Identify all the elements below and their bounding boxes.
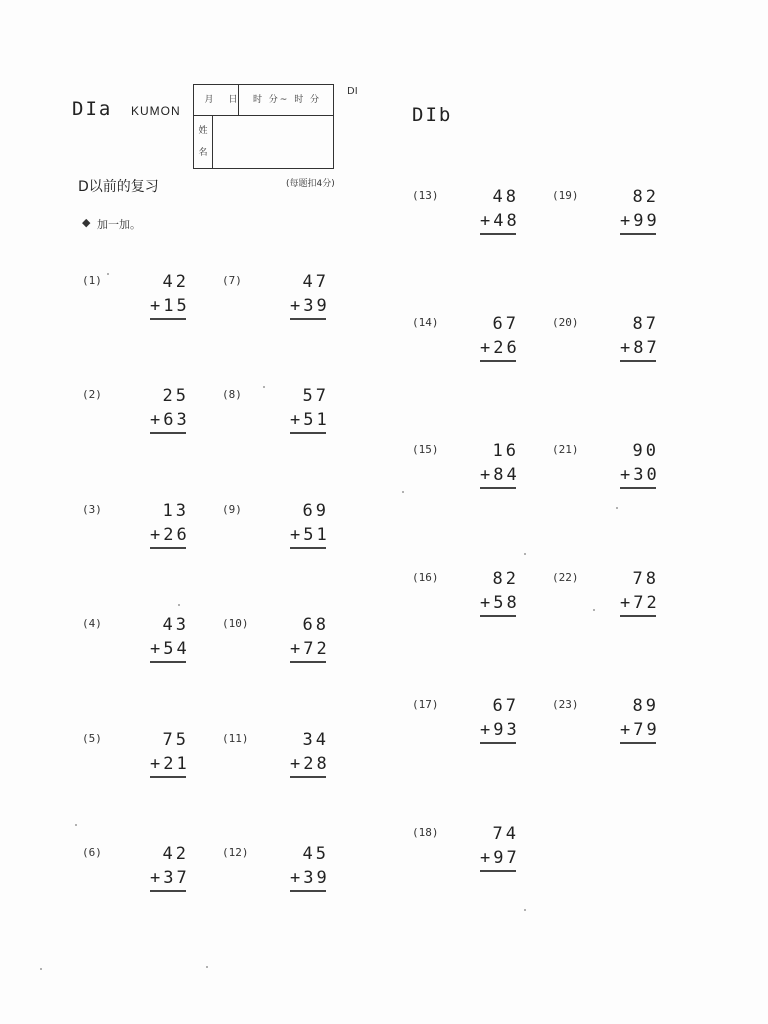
addition-problem	[480, 567, 520, 615]
addend-bottom: +54	[150, 639, 190, 659]
section-title: D以前的复习	[78, 179, 159, 195]
addend-bottom: +99	[620, 211, 660, 231]
problem-number: (5)	[82, 732, 102, 745]
problem-number: (8)	[222, 388, 242, 401]
brand-logo: KUMON	[131, 104, 181, 118]
addition-problem	[480, 822, 520, 870]
addend-top: 67	[492, 696, 519, 716]
addend-top: 69	[302, 501, 329, 521]
addition-problem	[150, 842, 190, 890]
addend-top: 75	[162, 730, 189, 750]
problem-number: (16)	[412, 571, 439, 584]
addend-bottom: +63	[150, 410, 190, 430]
addition-problem	[620, 439, 660, 487]
addition-problem	[480, 312, 520, 360]
problem-number: (13)	[412, 189, 439, 202]
answer-line	[480, 360, 516, 362]
time-range-label: 时 分~ 时 分	[252, 95, 322, 105]
level-tag: DI	[347, 86, 358, 97]
addition-problem	[150, 270, 190, 318]
addend-bottom: +28	[290, 754, 330, 774]
scan-speck	[524, 909, 526, 911]
addend-top: 16	[492, 441, 519, 461]
problem-number: (18)	[412, 826, 439, 839]
addend-bottom: +51	[290, 525, 330, 545]
name-label-1: 姓	[198, 126, 208, 136]
addend-bottom: +84	[480, 465, 520, 485]
answer-line	[480, 487, 516, 489]
addend-bottom: +72	[290, 639, 330, 659]
scan-speck	[107, 273, 109, 275]
answer-line	[620, 742, 656, 744]
scan-speck	[616, 507, 618, 509]
answer-line	[620, 360, 656, 362]
answer-line	[480, 870, 516, 872]
addend-top: 82	[632, 187, 659, 207]
addend-top: 45	[302, 844, 329, 864]
addend-top: 89	[632, 696, 659, 716]
scan-speck	[178, 604, 180, 606]
addend-top: 87	[632, 314, 659, 334]
problem-number: (3)	[82, 503, 102, 516]
addition-problem	[290, 384, 330, 432]
problem-number: (19)	[552, 189, 579, 202]
problem-number: (2)	[82, 388, 102, 401]
answer-line	[150, 890, 186, 892]
addition-problem	[150, 384, 190, 432]
addition-problem	[150, 613, 190, 661]
problem-number: (10)	[222, 617, 249, 630]
scan-speck	[402, 491, 404, 493]
addend-bottom: +26	[150, 525, 190, 545]
addend-top: 47	[302, 272, 329, 292]
addend-bottom: +48	[480, 211, 520, 231]
sheet-code-b: DIb	[412, 104, 453, 126]
addend-top: 42	[162, 272, 189, 292]
addend-bottom: +51	[290, 410, 330, 430]
date-time-row	[194, 85, 333, 116]
instruction-text: 加一加。	[97, 218, 141, 231]
answer-line	[480, 742, 516, 744]
answer-line	[290, 432, 326, 434]
answer-line	[290, 547, 326, 549]
problem-number: (20)	[552, 316, 579, 329]
addend-top: 48	[492, 187, 519, 207]
addition-problem	[620, 312, 660, 360]
addition-problem	[290, 613, 330, 661]
problem-number: (14)	[412, 316, 439, 329]
answer-line	[290, 776, 326, 778]
problem-number: (22)	[552, 571, 579, 584]
problem-number: (9)	[222, 503, 242, 516]
day-label: 日	[228, 95, 238, 105]
answer-line	[620, 487, 656, 489]
problem-number: (4)	[82, 617, 102, 630]
addend-top: 82	[492, 569, 519, 589]
problem-number: (1)	[82, 274, 102, 287]
addition-problem	[620, 185, 660, 233]
addition-problem	[290, 270, 330, 318]
scan-speck	[593, 609, 595, 611]
answer-line	[480, 615, 516, 617]
addend-top: 74	[492, 824, 519, 844]
sheet-code-a: DIa	[72, 98, 113, 120]
month-label: 月	[204, 95, 214, 105]
problem-number: (23)	[552, 698, 579, 711]
addend-bottom: +72	[620, 593, 660, 613]
answer-line	[620, 233, 656, 235]
addend-top: 57	[302, 386, 329, 406]
answer-line	[150, 776, 186, 778]
answer-line	[290, 661, 326, 663]
score-note: (每题扣4分)	[286, 179, 335, 189]
addend-bottom: +93	[480, 720, 520, 740]
addend-bottom: +21	[150, 754, 190, 774]
addend-top: 42	[162, 844, 189, 864]
addend-bottom: +97	[480, 848, 520, 868]
scan-speck	[206, 966, 208, 968]
addend-bottom: +87	[620, 338, 660, 358]
answer-line	[290, 890, 326, 892]
scan-speck	[263, 386, 265, 388]
problem-number: (6)	[82, 846, 102, 859]
problem-number: (15)	[412, 443, 439, 456]
addend-top: 25	[162, 386, 189, 406]
addend-top: 68	[302, 615, 329, 635]
answer-line	[620, 615, 656, 617]
problem-number: (21)	[552, 443, 579, 456]
addition-problem	[290, 728, 330, 776]
addend-top: 34	[302, 730, 329, 750]
addend-bottom: +39	[290, 868, 330, 888]
addition-problem	[480, 185, 520, 233]
answer-line	[150, 547, 186, 549]
answer-line	[150, 661, 186, 663]
scan-speck	[75, 824, 77, 826]
problem-number: (12)	[222, 846, 249, 859]
problem-number: (11)	[222, 732, 249, 745]
addition-problem	[480, 694, 520, 742]
addition-problem	[290, 499, 330, 547]
problem-number: (7)	[222, 274, 242, 287]
addition-problem	[150, 499, 190, 547]
answer-line	[480, 233, 516, 235]
student-info-box	[193, 84, 334, 169]
scan-speck	[524, 553, 526, 555]
addition-problem	[150, 728, 190, 776]
answer-line	[290, 318, 326, 320]
addition-problem	[290, 842, 330, 890]
name-label-column	[194, 115, 213, 168]
addend-bottom: +26	[480, 338, 520, 358]
answer-line	[150, 318, 186, 320]
problem-number: (17)	[412, 698, 439, 711]
addend-bottom: +15	[150, 296, 190, 316]
addend-top: 13	[162, 501, 189, 521]
answer-line	[150, 432, 186, 434]
addend-top: 78	[632, 569, 659, 589]
addend-bottom: +79	[620, 720, 660, 740]
addend-bottom: +30	[620, 465, 660, 485]
box-divider	[238, 85, 239, 115]
addend-bottom: +39	[290, 296, 330, 316]
addition-problem	[620, 694, 660, 742]
addend-bottom: +58	[480, 593, 520, 613]
name-label-2: 名	[198, 148, 208, 158]
addition-problem	[480, 439, 520, 487]
scan-speck	[40, 968, 42, 970]
addend-bottom: +37	[150, 868, 190, 888]
addend-top: 67	[492, 314, 519, 334]
addend-top: 43	[162, 615, 189, 635]
addition-problem	[620, 567, 660, 615]
addend-top: 90	[632, 441, 659, 461]
instruction-bullet: ◆	[82, 216, 91, 229]
